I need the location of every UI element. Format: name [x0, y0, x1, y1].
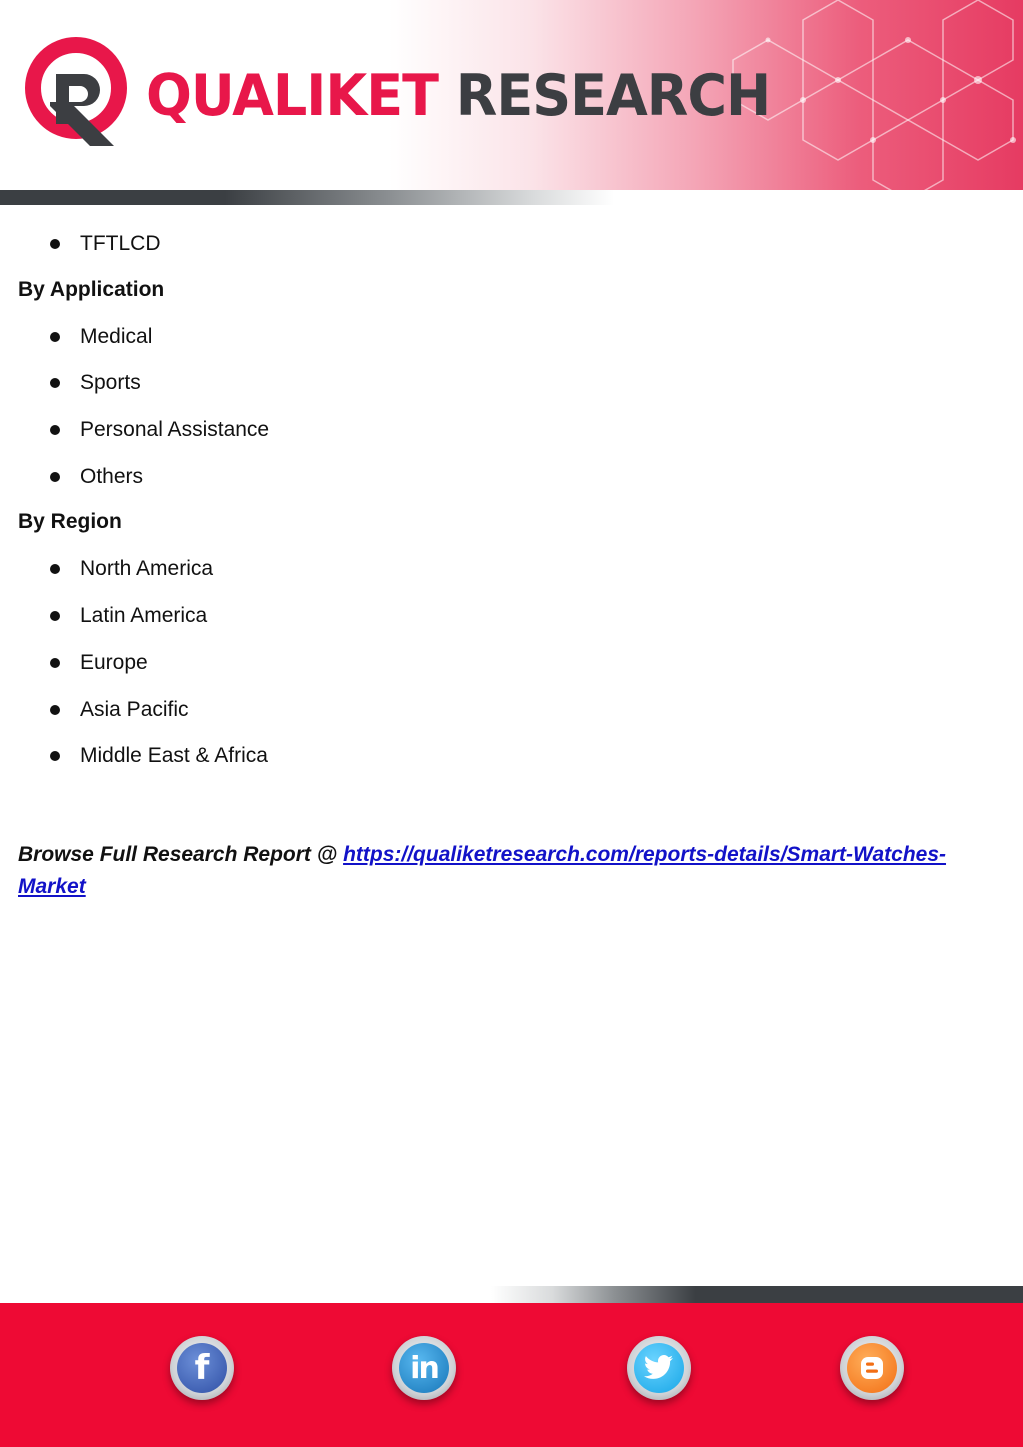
region-list — [18, 547, 1008, 780]
list-item: TFTLCD — [18, 222, 1008, 269]
bullet-icon — [50, 425, 60, 435]
bullet-icon — [50, 751, 60, 761]
bullet-icon — [50, 705, 60, 715]
list-item: Sports — [18, 361, 1008, 408]
list-item: Latin America — [18, 594, 1008, 641]
facebook-icon-glyph: f — [177, 1343, 227, 1393]
bullet-icon — [50, 564, 60, 574]
application-heading: By Application — [18, 277, 165, 301]
footer-divider-bar — [0, 1286, 1023, 1303]
brand-word-research: RESEARCH — [455, 62, 771, 129]
list-item: Personal Assistance — [18, 408, 1008, 455]
region-heading: By Region — [18, 510, 122, 534]
page-footer — [0, 1303, 1023, 1447]
twitter-icon-glyph — [634, 1343, 684, 1393]
linkedin-icon[interactable] — [392, 1336, 456, 1400]
bullet-icon — [50, 239, 60, 249]
report-link[interactable]: https://qualiketresearch.com/reports-details/Smart-Watches-Market — [18, 842, 947, 898]
bullet-icon — [50, 658, 60, 668]
bullet-icon — [50, 472, 60, 482]
browse-prefix: Browse Full Research Report @ — [18, 842, 344, 866]
list-item: North America — [18, 547, 1008, 594]
qualiket-logo-icon — [22, 34, 134, 150]
brand-wordmark — [146, 58, 770, 134]
blogger-icon[interactable] — [840, 1336, 904, 1400]
page-header — [0, 0, 1023, 190]
report-content — [18, 222, 1008, 903]
bullet-icon — [50, 332, 60, 342]
list-item: Asia Pacific — [18, 688, 1008, 735]
list-item: Medical — [18, 315, 1008, 362]
list-item: Others — [18, 455, 1008, 502]
bullet-icon — [50, 378, 60, 388]
browse-report-line — [18, 839, 978, 903]
blogger-icon-glyph — [847, 1343, 897, 1393]
twitter-icon[interactable] — [627, 1336, 691, 1400]
bullet-icon — [50, 611, 60, 621]
twitter-bird-icon — [644, 1355, 674, 1381]
application-list — [18, 315, 1008, 502]
type-list — [18, 222, 1008, 269]
brand-word-qualiket: QUALIKET — [146, 62, 438, 129]
header-divider-bar — [0, 190, 1023, 205]
facebook-icon[interactable] — [170, 1336, 234, 1400]
list-item: Middle East & Africa — [18, 734, 1008, 781]
linkedin-icon-glyph: in — [399, 1343, 449, 1393]
blogger-b-icon — [858, 1354, 886, 1382]
list-item: Europe — [18, 641, 1008, 688]
